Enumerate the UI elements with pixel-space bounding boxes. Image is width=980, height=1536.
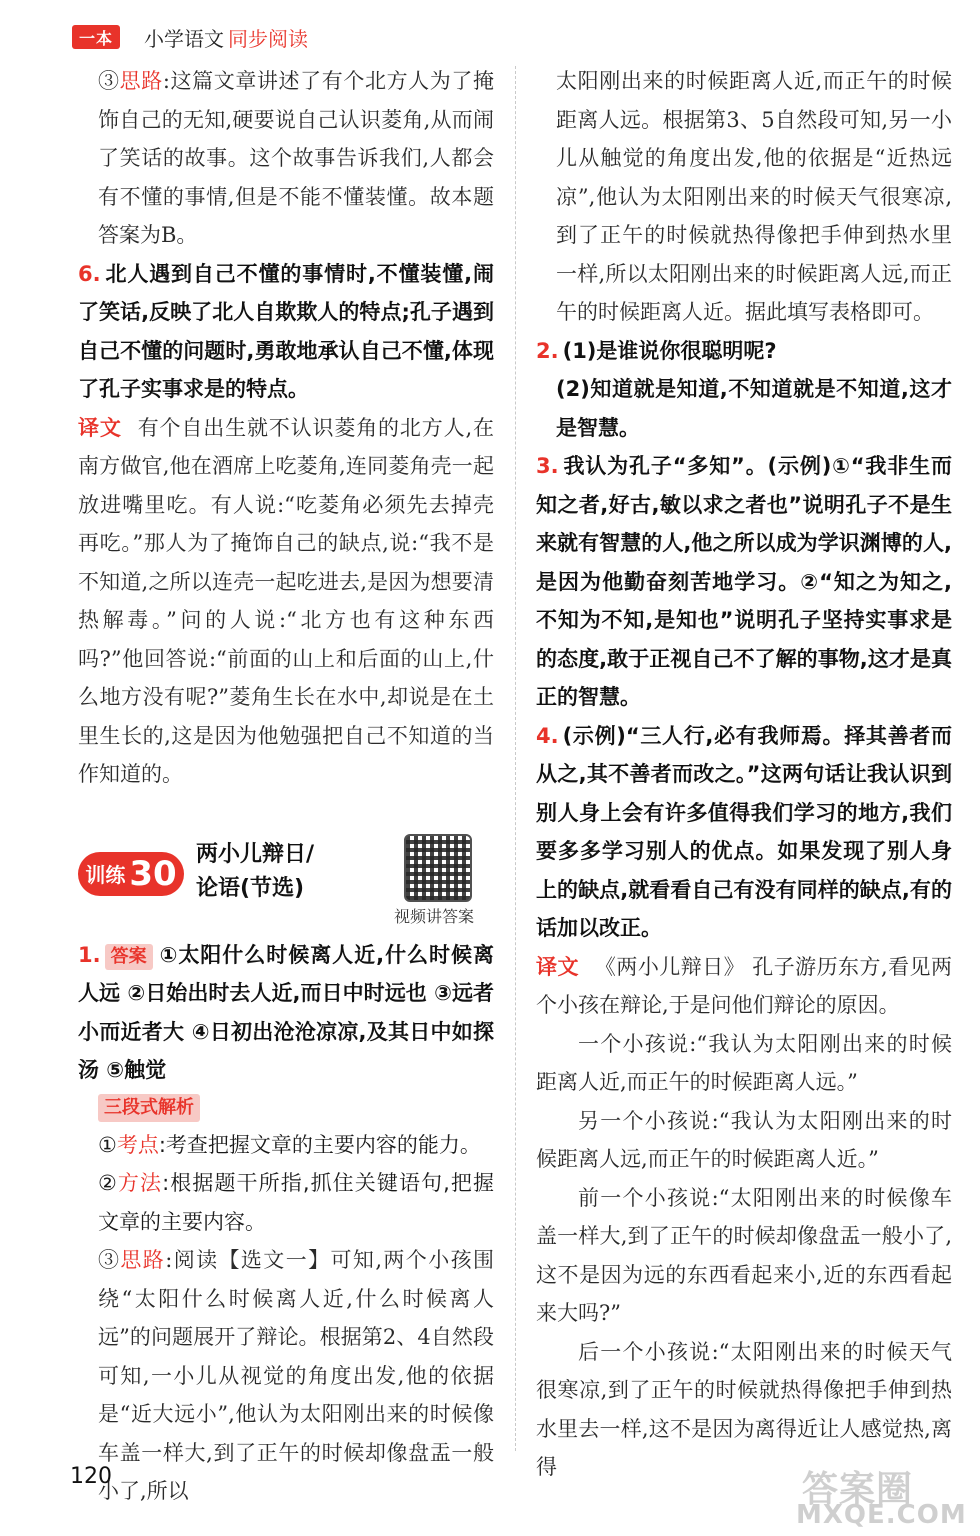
section-title-line-1: 两小儿辩日/ <box>196 841 315 867</box>
q6-text: 北人遇到自己不懂的事情时,不懂装懂,闹了笑话,反映了北人自欺欺人的特点;孔子遇到自己不懂的问题时,勇敢地承认自己不懂,体现了孔子实事求是的特点。 <box>78 261 494 401</box>
translation-label: 译文 <box>78 414 122 440</box>
left-column <box>78 62 494 1511</box>
q3-number: 3. <box>536 454 559 478</box>
translation-label-right: 译文 <box>536 953 579 979</box>
header-subtitle: 同步阅读 <box>228 26 308 51</box>
q5-thinking-num: ③ <box>98 69 120 93</box>
analysis-block <box>78 1090 494 1511</box>
right-translation-p3: 另一个小孩说:“我认为太阳刚出来的时候距离人远,而正午的时候距离人近。” <box>536 1108 952 1171</box>
right-column <box>536 62 952 1487</box>
watermark-logo: 答案圈 <box>802 1469 914 1510</box>
right-translation-p2: 一个小孩说:“我认为太阳刚出来的时候距离人近,而正午的时候距离人远。” <box>536 1031 952 1094</box>
q1-answer <box>78 936 494 1090</box>
q5-thinking-text: :这篇文章讲述了有个北方人为了掩饰自己的无知,硬要说自己认识菱角,从而闹了笑话的故事。这个故事告诉我们,人都会有不懂的事情,但是不能不懂装懂。故本题答案为B。 <box>98 69 495 247</box>
analysis-point <box>98 1126 494 1165</box>
left-translation <box>78 409 494 794</box>
q5-thinking <box>78 62 494 255</box>
training-label: 训练 <box>85 863 126 887</box>
q2-number: 2. <box>536 338 559 363</box>
right-translation-p5: 后一个小孩说:“太阳刚出来的时候天气很寒凉,到了正午的时候就热得像把手伸到热水里去一样,这不是因为离得近让人感觉热,离得 <box>536 1339 952 1479</box>
q4-text: (示例)“三人行,必有我师焉。择其善者而从之,其不善者而改之。”这两句话让我认识到别人身上会有许多值得我们学习的地方,我们要多多学习别人的优点。如果发现了别人身上的缺点,就看看自己有没有同样的缺点,有的话加以改正。 <box>536 723 952 940</box>
translation-p1-text: 《两小儿辩日》 孔子游历东方,看见两个小孩在辩论,于是问他们辩论的原因。 <box>536 954 953 1017</box>
header-title: 小学语文 <box>144 26 224 51</box>
analysis-thinking-label: 思路 <box>120 1248 166 1272</box>
q2-answer-a <box>536 332 952 371</box>
answer-tag: 答案 <box>105 944 153 970</box>
analysis-method-num: ② <box>98 1171 118 1195</box>
q2-text-a: (1)是谁说你很聪明呢? <box>562 338 777 363</box>
analysis-thinking-num: ③ <box>98 1248 121 1272</box>
q3-text: 我认为孔子“多知”。(示例)①“我非生而知之者,好古,敏以求之者也”说明孔子不是生来就有智慧的人,他之所以成为学识渊博的人,是因为他勤奋刻苦地学习。②“知之为知之,不知为不知,是知也”说明孔子坚持实事求是的态度,敢于正视自己不了解的事物,这才是真正的智慧。 <box>536 454 952 709</box>
analysis-method-label: 方法 <box>117 1171 163 1195</box>
section-title-line-2: 论语(节选) <box>196 875 305 901</box>
q6-number: 6. <box>78 261 101 286</box>
training-badge <box>78 852 184 896</box>
brand-logo: 一本 <box>72 25 120 49</box>
qr-caption: 视频讲答案 <box>394 906 475 926</box>
q2-answer-b: (2)知道就是知道,不知道就是不知道,这才是智慧。 <box>556 377 952 440</box>
translation-text: 有个自出生就不认识菱角的北方人,在南方做官,他在酒席上吃菱角,连同菱角壳一起放进嘴里吃。有人说:“吃菱角必须先去掉壳再吃。”那人为了掩饰自己的缺点,说:“我不是不知道,之所以连壳一起吃进去,是因为想要清热解毒。”问的人说:“北方也有这种东西吗?”他回答说:“前面的山上和后面的山上,什么地方没有呢?”菱角生长在水中,却说是在土里生长的,这是因为他勉强把自己不知道的当作知道的。 <box>78 415 494 786</box>
right-translation-p1 <box>536 948 952 1025</box>
analysis-thinking <box>98 1241 494 1511</box>
analysis-point-num: ① <box>98 1132 117 1157</box>
right-translation-p4: 前一个小孩说:“太阳刚出来的时候像车盖一样大,到了正午的时候却像盘盂一般小了,这不是因为远的东西看起来小,近的东西看起来大吗?” <box>536 1185 952 1325</box>
analysis-point-text: :考查把握文章的主要内容的能力。 <box>158 1132 481 1157</box>
q4-number: 4. <box>536 723 559 748</box>
q1-text: ①太阳什么时候离人近,什么时候离人远 ②日始出时去人近,而日中时远也 ③远者小而近者大 ④日初出沧沧凉凉,及其日中如探汤 ⑤触觉 <box>78 942 494 1082</box>
column-divider <box>515 66 516 1451</box>
section-header <box>78 834 494 936</box>
section-title <box>196 838 314 906</box>
watermark-url: MXQE.COM <box>796 1500 967 1530</box>
page-number: 120 <box>70 1464 112 1489</box>
analysis-point-label: 考点 <box>116 1132 159 1157</box>
analysis-method-text: :根据题干所指,抓住关键语句,把握文章的主要内容。 <box>98 1171 494 1234</box>
training-number: 30 <box>129 853 177 894</box>
qr-code-icon[interactable] <box>404 834 472 902</box>
three-step-analysis-tag: 三段式解析 <box>98 1094 200 1122</box>
analysis-method <box>98 1164 494 1241</box>
q5-thinking-label: 思路 <box>119 69 163 93</box>
q3-answer <box>536 447 952 717</box>
analysis-continued: 太阳刚出来的时候距离人近,而正午的时候距离人远。根据第3、5自然段可知,另一小儿从触觉的角度出发,他的依据是“近热远凉”,他认为太阳刚出来的时候天气很寒凉,到了正午的时候就热得像把手伸到热水里一样,所以太阳刚出来的时候距离人远,而正午的时候距离人近。据此填写表格即可。 <box>556 69 952 324</box>
q6-answer <box>78 255 494 409</box>
analysis-thinking-text: :阅读【选文一】可知,两个小孩围绕“太阳什么时候离人近,什么时候离人远”的问题展开了辩论。根据第2、4自然段可知,一小儿从视觉的角度出发,他的依据是“近大远小”,他认为太阳刚出来的时候像车盖一样大,到了正午的时候却像盘盂一般小了,所以 <box>98 1248 495 1503</box>
header <box>72 20 308 54</box>
q4-answer <box>536 717 952 948</box>
q1-number: 1. <box>78 942 101 967</box>
